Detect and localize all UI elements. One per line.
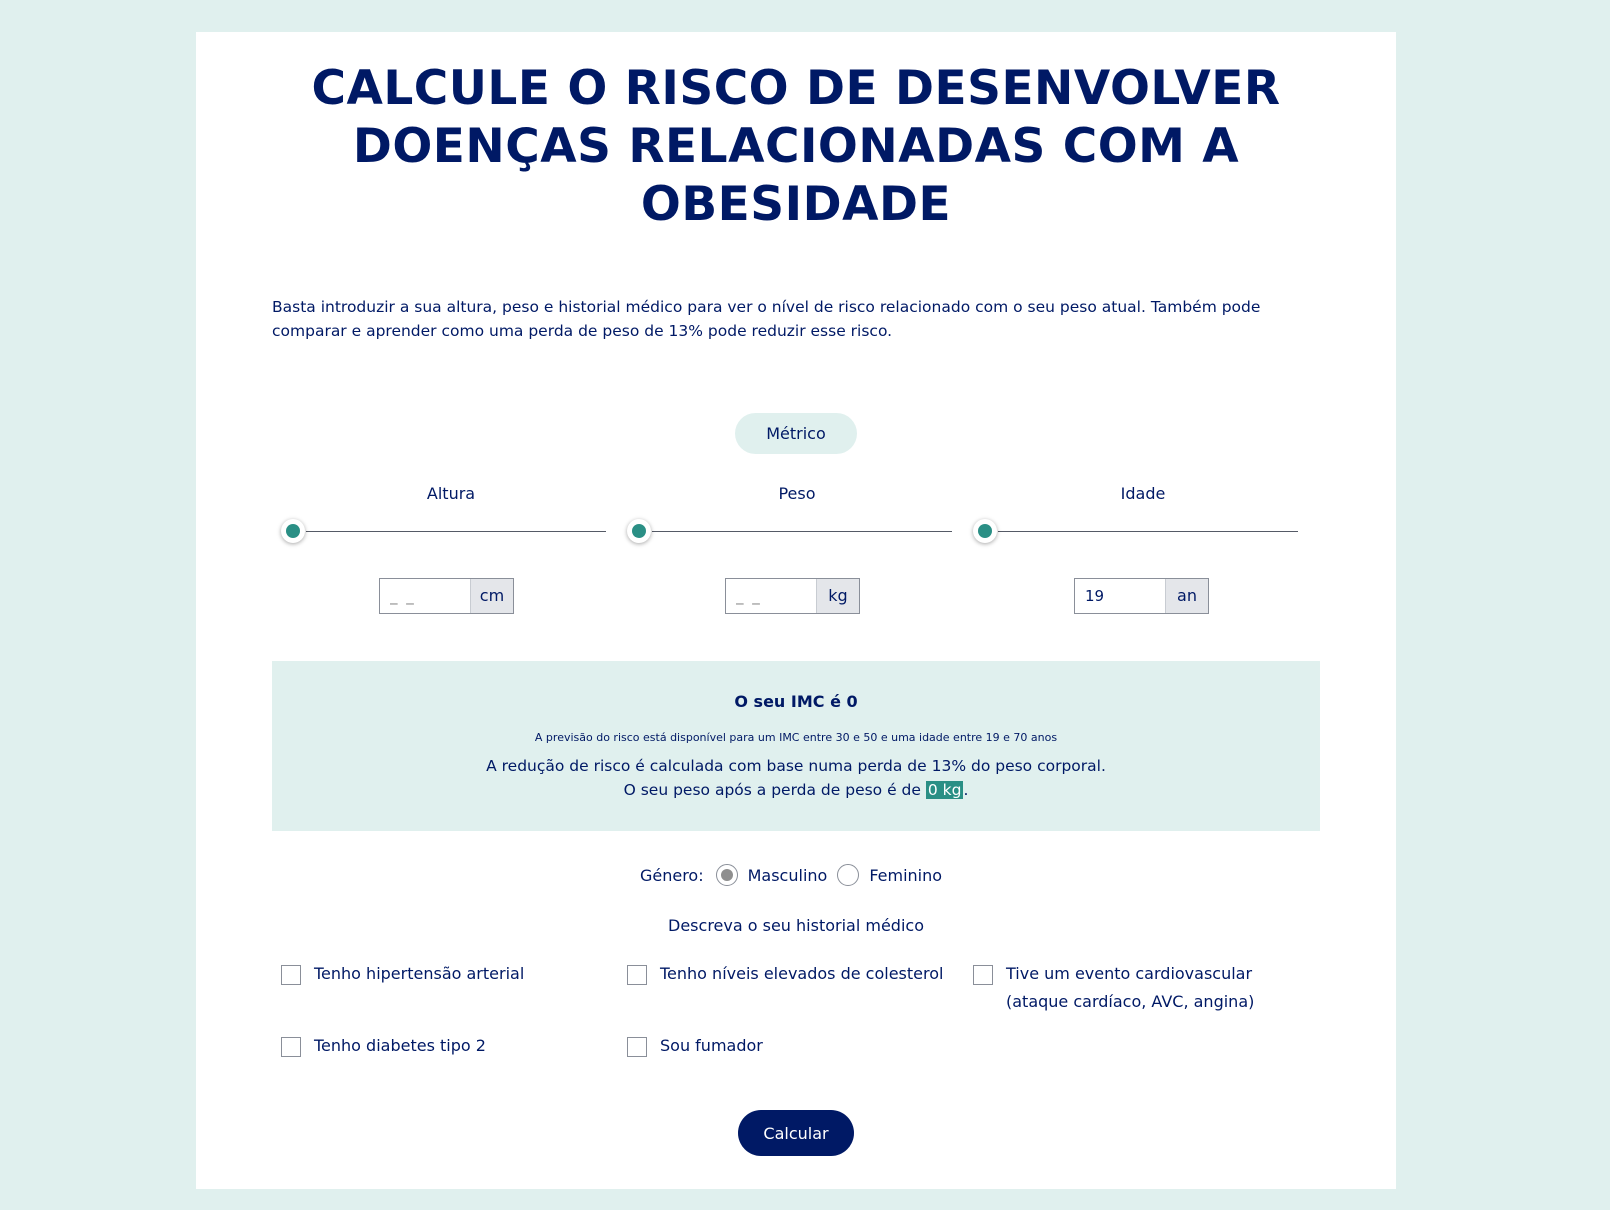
- checkbox-box[interactable]: [281, 1037, 301, 1057]
- imc-note: A previsão do risco está disponível para um IMC entre 30 e 50 e uma idade entre 19 e 70 anos: [534, 731, 1058, 744]
- gender-label: Género:: [639, 865, 704, 885]
- gender-radio-feminino[interactable]: [837, 864, 859, 886]
- checkbox-label[interactable]: Tenho hipertensão arterial: [314, 964, 525, 983]
- weight-after-line: [272, 781, 1320, 799]
- gender-option-masculino[interactable]: Masculino: [747, 865, 828, 885]
- gender-selector: [196, 864, 1396, 886]
- weight-slider-track[interactable]: [652, 531, 952, 532]
- imc-result-panel: [272, 661, 1320, 831]
- risk-reduction-text: A redução de risco é calculada com base numa perda de 13% do peso corporal.: [486, 757, 1106, 775]
- calculator-card: [196, 32, 1396, 1189]
- checkbox-box[interactable]: [973, 965, 993, 985]
- age-slider-thumb[interactable]: [973, 519, 997, 543]
- checkbox-cardiovascular-event[interactable]: [973, 960, 1306, 1016]
- weight-field: [725, 578, 860, 614]
- checkbox-label[interactable]: Sou fumador: [660, 1036, 763, 1055]
- weight-unit: kg: [816, 579, 859, 613]
- calculate-button[interactable]: Calcular: [738, 1110, 854, 1156]
- checkbox-label[interactable]: Tenho níveis elevados de colesterol: [660, 964, 944, 983]
- weight-slider-group: [627, 484, 967, 644]
- height-slider-track[interactable]: [306, 531, 606, 532]
- age-slider-group: [973, 484, 1313, 644]
- checkbox-box[interactable]: [627, 1037, 647, 1057]
- age-label: Idade: [1120, 484, 1166, 503]
- checkbox-smoker[interactable]: [627, 1032, 960, 1060]
- title-line: CALCULE O RISCO DE DESENVOLVER: [311, 61, 1281, 116]
- title-line: OBESIDADE: [640, 177, 952, 232]
- checkbox-hypertension[interactable]: [281, 960, 614, 988]
- weight-label: Peso: [778, 484, 816, 503]
- height-field: [379, 578, 514, 614]
- checkbox-label[interactable]: Tive um evento cardiovascular (ataque cardíaco, AVC, angina): [1006, 964, 1255, 1011]
- weight-after-value: 0 kg: [927, 781, 962, 799]
- medical-history-title: Descreva o seu historial médico: [668, 916, 924, 935]
- height-unit: cm: [470, 579, 513, 613]
- age-unit: an: [1165, 579, 1208, 613]
- page-title: [196, 60, 1396, 234]
- title-line: DOENÇAS RELACIONADAS COM A: [352, 119, 1240, 174]
- checkbox-cholesterol[interactable]: [627, 960, 960, 988]
- weight-slider-thumb[interactable]: [627, 519, 651, 543]
- metric-toggle-button[interactable]: Métrico: [735, 413, 857, 454]
- weight-after-suffix: .: [963, 781, 969, 799]
- height-input[interactable]: [380, 579, 470, 613]
- height-slider-group: [281, 484, 621, 644]
- height-slider-thumb[interactable]: [281, 519, 305, 543]
- weight-after-prefix: O seu peso após a perda de peso é de: [623, 781, 926, 799]
- height-label: Altura: [426, 484, 476, 503]
- gender-option-feminino[interactable]: Feminino: [869, 865, 943, 885]
- gender-radio-masculino[interactable]: [716, 864, 738, 886]
- checkbox-diabetes[interactable]: [281, 1032, 614, 1060]
- checkbox-label[interactable]: Tenho diabetes tipo 2: [314, 1036, 486, 1055]
- checkbox-box[interactable]: [627, 965, 647, 985]
- checkbox-box[interactable]: [281, 965, 301, 985]
- weight-input[interactable]: [726, 579, 816, 613]
- intro-text: Basta introduzir a sua altura, peso e historial médico para ver o nível de risco relacionado com o seu peso atual. Também pode comparar e aprender como uma perda de peso de 13% pode reduzir esse risco.: [272, 298, 1261, 340]
- age-input[interactable]: [1075, 579, 1165, 613]
- imc-title: O seu IMC é 0: [734, 692, 858, 711]
- age-field: [1074, 578, 1209, 614]
- age-slider-track[interactable]: [998, 531, 1298, 532]
